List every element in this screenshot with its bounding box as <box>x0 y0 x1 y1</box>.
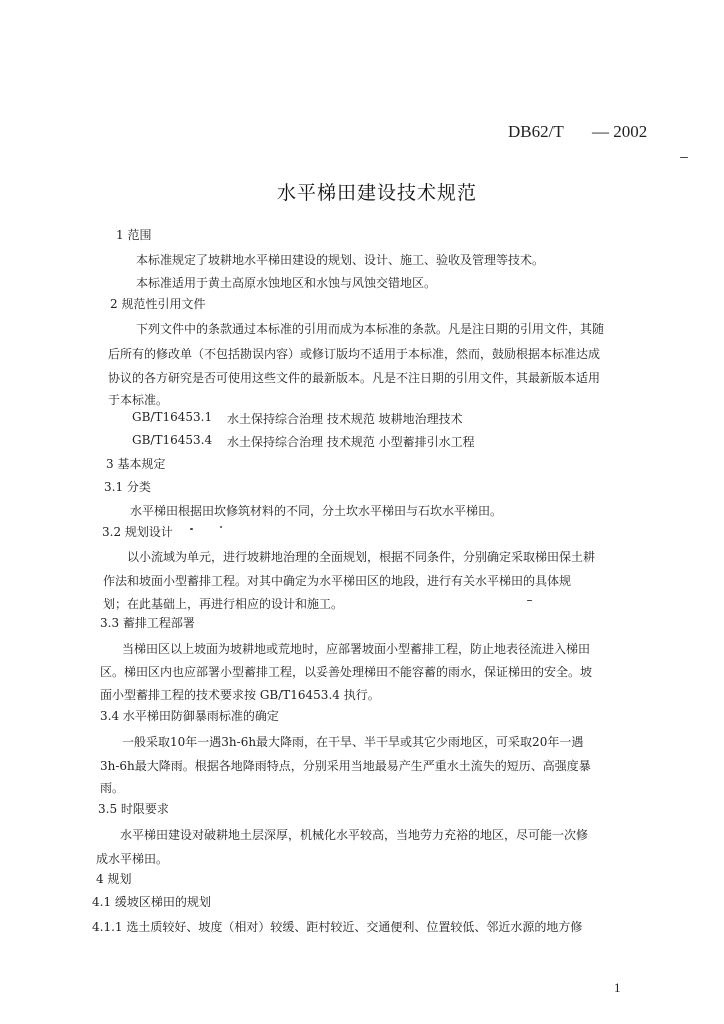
doc-code: DB62/T <box>508 122 564 141</box>
section-2-line-1: 下列文件中的条款通过本标准的引用而成为本标准的条款。凡是注日期的引用文件，其随 <box>136 322 605 336</box>
document-title: 水平梯田建设技术规范 <box>277 182 478 204</box>
section-2-line-3: 协议的各方研究是否可使用这些文件的最新版本。凡是不注日期的引用文件，其最新版本适用 <box>108 371 601 385</box>
reference-name-1: 水土保持综合治理 技术规范 坡耕地治理技术 <box>227 412 463 426</box>
section-3-3-line-1: 当梯田区以上坡面为坡耕地或荒地时，应部署坡面小型蓄排工程，防止地表径流进入梯田 <box>122 642 591 656</box>
section-heading-3-5: 3.5 时限要求 <box>98 802 169 816</box>
section-heading-1: 1 范围 <box>116 228 152 242</box>
section-heading-4: 4 规划 <box>96 872 132 886</box>
doc-year: — 2002 <box>592 122 648 141</box>
section-heading-3: 3 基本规定 <box>106 457 166 471</box>
page-number: 1 <box>614 980 621 995</box>
section-3-2-line-1: 以小流域为单元，进行坡耕地治理的全面规划，根据不同条件，分别确定采取梯田保土耕 <box>127 550 596 564</box>
section-4-1-1-line: 4.1.1 选土质较好、坡度（相对）较缓、距村较近、交通便利、位置较低、邻近水源的地方修 <box>92 920 583 934</box>
section-heading-3-3: 3.3 蓄排工程部署 <box>100 616 195 630</box>
section-3-5-line-1: 水平梯田建设对破耕地土层深厚，机械化水平较高，当地劳力充裕的地区，尽可能一次修 <box>120 828 589 842</box>
reference-code-1: GB/T16453.1 <box>132 410 213 424</box>
scan-speck <box>190 528 193 530</box>
section-3-4-line-2: 3h-6h最大降雨。根据各地降雨特点，分别采用当地最易产生严重水土流失的短历、高强度暴 <box>100 759 591 773</box>
section-1-paragraph-1: 本标准规定了坡耕地水平梯田建设的规划、设计、施工、验收及管理等技术。 <box>136 253 545 267</box>
section-2-line-2: 后所有的修改单（不包括勘误内容）或修订版均不适用于本标准，然而，鼓励根据本标准达成 <box>108 347 601 361</box>
section-heading-2: 2 规范性引用文件 <box>110 297 206 311</box>
scan-speck <box>220 526 222 528</box>
section-3-4-line-1: 一般采取10年一遇3h-6h最大降雨，在干旱、半干旱或其它少雨地区，可采取20年一遇 <box>122 735 584 749</box>
section-3-2-line-3: 划；在此基础上，再进行相应的设计和施工。 <box>103 597 344 611</box>
section-3-3-line-3: 面小型蓄排工程的技术要求按 GB/T16453.4 执行。 <box>100 688 380 702</box>
section-3-4-line-3: 雨。 <box>100 781 125 795</box>
section-heading-3-2: 3.2 规划设计 <box>102 525 173 539</box>
reference-code-2: GB/T16453.4 <box>132 433 213 447</box>
section-2-line-4: 于本标准。 <box>108 393 169 407</box>
section-3-1-paragraph: 水平梯田根据田坎修筑材料的不同，分土坎水平梯田与石坎水平梯田。 <box>130 504 503 518</box>
section-heading-3-1: 3.1 分类 <box>104 480 151 494</box>
reference-name-2: 水土保持综合治理 技术规范 小型蓄排引水工程 <box>227 435 475 449</box>
scan-speck <box>527 600 532 601</box>
section-3-5-line-2: 成水平梯田。 <box>96 852 169 866</box>
scan-speck <box>680 157 688 158</box>
section-heading-4-1: 4.1 缓坡区梯田的规划 <box>92 895 211 909</box>
section-1-paragraph-2: 本标准适用于黄土高原水蚀地区和水蚀与风蚀交错地区。 <box>136 276 437 290</box>
section-3-2-line-2: 作法和坡面小型蓄排工程。对其中确定为水平梯田区的地段，进行有关水平梯田的具体规 <box>103 574 572 588</box>
section-heading-3-4: 3.4 水平梯田防御暴雨标准的确定 <box>100 709 279 723</box>
section-3-3-line-2: 区。梯田区内也应部署小型蓄排工程，以妥善处理梯田不能容蓄的雨水，保证梯田的安全。坡 <box>100 665 593 679</box>
